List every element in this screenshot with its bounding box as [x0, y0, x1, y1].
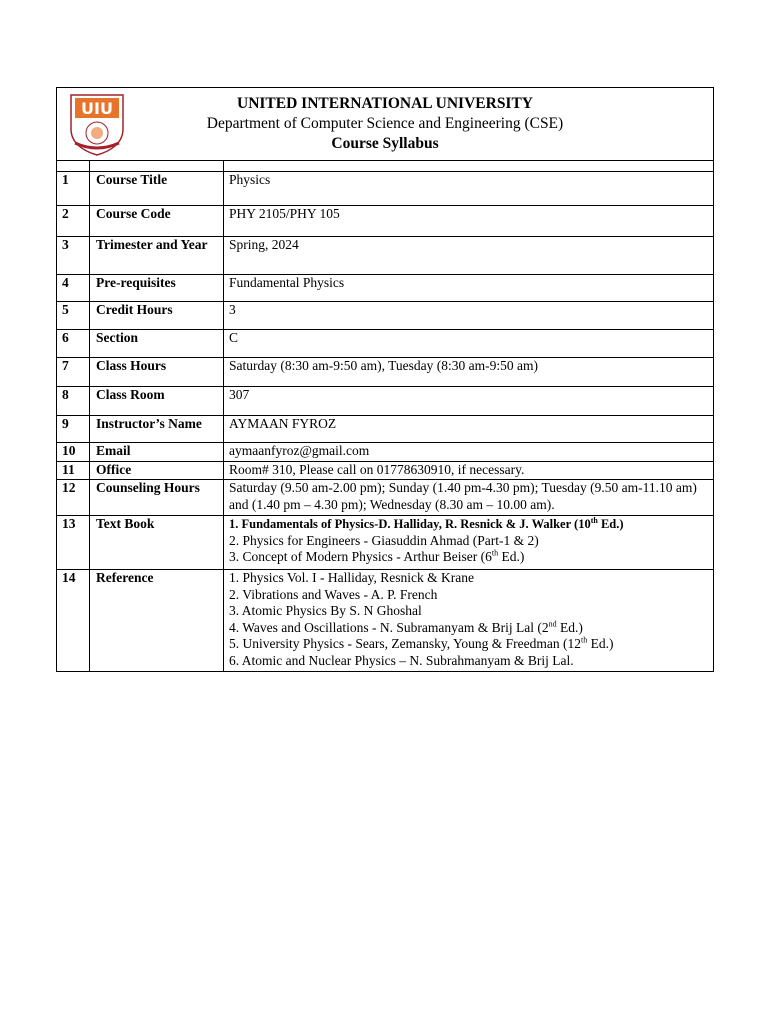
- row-label: Trimester and Year: [90, 237, 224, 275]
- row-number: 1: [57, 172, 90, 206]
- row-value: C: [224, 330, 714, 358]
- row-value: 3: [224, 302, 714, 330]
- row-label: Class Room: [90, 387, 224, 416]
- document-title: Course Syllabus: [331, 135, 439, 152]
- syllabus-sheet: [56, 87, 713, 672]
- row-label: Office: [90, 462, 224, 480]
- table-row: [57, 237, 714, 275]
- row-label: Credit Hours: [90, 302, 224, 330]
- row-label: Pre-requisites: [90, 275, 224, 302]
- table-row: [57, 302, 714, 330]
- row-value: Saturday (8:30 am-9:50 am), Tuesday (8:30 am-9:50 am): [224, 358, 714, 387]
- reference-item: 2. Vibrations and Waves - A. P. French: [229, 586, 438, 602]
- logo-letters: UIU: [81, 99, 113, 118]
- reference-item: 5. University Physics - Sears, Zemansky, Young & Freedman (12th Ed.): [229, 635, 614, 651]
- textbook-item: 2. Physics for Engineers - Giasuddin Ahmad (Part-1 & 2): [229, 532, 539, 548]
- row-number: 14: [57, 570, 90, 672]
- row-label: Reference: [90, 570, 224, 672]
- table-row: [57, 443, 714, 462]
- row-number: 10: [57, 443, 90, 462]
- row-value: Saturday (9.50 am-2.00 pm); Sunday (1.40 pm-4.30 pm); Tuesday (9.50 am-11.10 am) and (1.40 pm – 4.30 pm); Wednesday (8.30 am – 10.00 am).: [224, 480, 714, 516]
- row-label: Instructor’s Name: [90, 416, 224, 443]
- row-label: Class Hours: [90, 358, 224, 387]
- row-value: PHY 2105/PHY 105: [224, 206, 714, 237]
- row-label: Course Title: [90, 172, 224, 206]
- row-label: Section: [90, 330, 224, 358]
- table-row: [57, 206, 714, 237]
- table-row: [57, 480, 714, 516]
- row-value: aymaanfyroz@gmail.com: [224, 443, 714, 462]
- reference-list: [224, 570, 714, 672]
- row-number: 7: [57, 358, 90, 387]
- reference-item: 3. Atomic Physics By S. N Ghoshal: [229, 603, 422, 618]
- row-number: 8: [57, 387, 90, 416]
- table-row: [57, 358, 714, 387]
- spacer-row: [57, 161, 714, 172]
- reference-item: 4. Waves and Oscillations - N. Subramanyam & Brij Lal (2nd Ed.): [229, 619, 583, 635]
- table-row: [57, 172, 714, 206]
- row-number: 3: [57, 237, 90, 275]
- row-number: 9: [57, 416, 90, 443]
- syllabus-table: [56, 87, 714, 672]
- reference-item: 1. Physics Vol. I - Halliday, Resnick & Krane: [229, 570, 474, 585]
- table-row: [57, 330, 714, 358]
- header-cell: [57, 88, 714, 161]
- table-row: [57, 516, 714, 570]
- row-value: AYMAAN FYROZ: [224, 416, 714, 443]
- row-number: 6: [57, 330, 90, 358]
- table-row: [57, 416, 714, 443]
- department-name: Department of Computer Science and Engineering (CSE): [206, 115, 564, 132]
- textbook-list: [224, 516, 714, 570]
- row-number: 2: [57, 206, 90, 237]
- row-label: Course Code: [90, 206, 224, 237]
- table-row: [57, 387, 714, 416]
- table-row: [57, 570, 714, 672]
- row-value: Physics: [224, 172, 714, 206]
- row-label: Text Book: [90, 516, 224, 570]
- university-name: UNITED INTERNATIONAL UNIVERSITY: [237, 95, 533, 112]
- textbook-item: 3. Concept of Modern Physics - Arthur Beiser (6th Ed.): [229, 548, 525, 564]
- row-value: Spring, 2024: [224, 237, 714, 275]
- row-number: 11: [57, 462, 90, 480]
- row-number: 12: [57, 480, 90, 516]
- row-value: Room# 310, Please call on 01778630910, if necessary.: [224, 462, 714, 480]
- row-number: 4: [57, 275, 90, 302]
- row-label: Counseling Hours: [90, 480, 224, 516]
- row-label: Email: [90, 443, 224, 462]
- textbook-item: 1. Fundamentals of Physics-D. Halliday, R. Resnick & J. Walker (10th Ed.): [229, 515, 624, 531]
- header-titles: [57, 94, 713, 154]
- row-value: 307: [224, 387, 714, 416]
- row-number: 5: [57, 302, 90, 330]
- row-number: 13: [57, 516, 90, 570]
- table-row: [57, 462, 714, 480]
- row-value: Fundamental Physics: [224, 275, 714, 302]
- reference-item: 6. Atomic and Nuclear Physics – N. Subrahmanyam & Brij Lal.: [229, 652, 574, 668]
- header-row: [57, 88, 714, 161]
- table-row: [57, 275, 714, 302]
